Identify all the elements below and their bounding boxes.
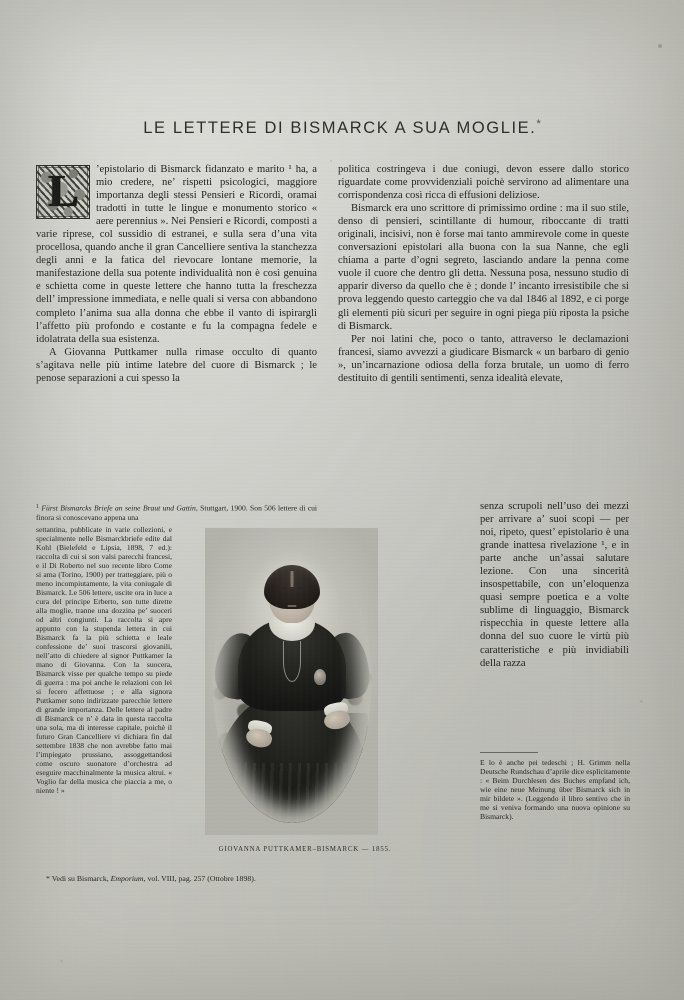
figure-caption: GIOVANNA PUTTKAMER–BISMARCK — 1855. bbox=[218, 846, 392, 853]
hair bbox=[264, 565, 320, 609]
journal-name-italic: Emporium bbox=[110, 874, 144, 883]
brooch bbox=[314, 669, 326, 685]
eye-right bbox=[297, 587, 303, 590]
mouth bbox=[287, 605, 296, 607]
paragraph: Per noi latini che, poco o tanto, attraverso le declamazioni francesi, siamo avvezzi a giudicare Bismarck « un barbaro di genio », un’incarnazione odiosa della forza brutale, un uomo di ferro destituito di gentili sentimenti, senza idealità elevate, bbox=[338, 333, 629, 384]
photo-oval-vignette bbox=[212, 541, 372, 823]
bottom-footnote-text: Vedi su Bismarck, Emporium, vol. VIII, pag. 257 (Ottobre 1898). bbox=[51, 874, 256, 883]
portrait-photograph bbox=[205, 528, 378, 835]
paragraph: Bismarck era uno scrittore di primissimo ordine : ma il suo stile, denso di pensieri, scintillante di humour, riboccante di tratti originali, incisivi, non è forse mai tanto ammirevole come in queste conversazioni epistolari alla buona con la sua Nanne, che egli chiama a parte d’ogni segreto, lasciando andare la penna come vuole il cuore che dentro gli detta. Nessuna posa, nessuno studio di apparir diverso da quello che è ; donde l’ incanto irresistibile che si prova leggendo questo carteggio che va dal 1846 al 1892, e ci porge gli elementi più sicuri per seguire in ogni piega più riposta la psiche di Bismarck. bbox=[338, 203, 629, 332]
footnote-text: settantina, pubblicate in varie collezioni, e specialmente nelle Bismarckbriefe edite dal Kohl (Bielefeld e Lipsia, 1898, 7 ed.): raccolta di cui si son valsi parecchi francesi, e il Di Roberto nel suo recente libro Come si ama (Torino, 1900) per tratteggiare, più o meno incompiutamente, la vita coniugale di Bismarck. Le 506 lettere, uscite ora in luce a cura del principe Erberto, son tutte dirette alla moglie, tranne una dozzina pe’ suoceri od altri congiunti. La raccolta si apre appunto con la stupenda lettera in cui Bismarck fa la più schietta e leale confessione de’ suoi trascorsi giovanili, nell’atto di chiedere al signor Puttkamer la mano di Giovanna. Con la suocera, Bismarck visse per qualche tempo su piede di guerra : ma poi anche le relazioni con lei si fecero affettuose ; e alla signora Puttkamer sono indirizzate parecchie lettere di grande importanza. Delle lettere al padre di Bismarck ce n’ è data in questa raccolta una sola, ma di interesse capitale, poichè il futuro Gran Cancelliere vi dichiara fin dal settembre 1838 che non avrebbe fatto mai l’impiegato prussiano, assoggettandosi come oscuro suonatore d’orchestra ad eseguire macchinalmente la musica altrui. « Voglio far della musica che piaccia a me, o niente ! » bbox=[36, 525, 172, 795]
drop-cap-ornament bbox=[36, 165, 90, 219]
left-footnote-narrow bbox=[36, 525, 172, 795]
left-column-first-paragraph-block bbox=[36, 163, 317, 346]
scan-speck bbox=[640, 700, 643, 703]
bottom-footnote bbox=[46, 874, 376, 884]
footnote-text: E lo è anche pei tedeschi ; H. Grimm nella Deutsche Rundschau d’aprile dice esplicitamente : « Beim Durchlesen des Buches empfand ich, wie eine neue Meinung über Bismarck sich in mir bildete ». (Leggendo il libro sentivo che in me si veniva formando una nuova opinione su Bismarck). bbox=[480, 758, 630, 821]
right-column bbox=[338, 163, 629, 385]
necklace-chain bbox=[283, 641, 301, 682]
right-column-narrow bbox=[480, 500, 629, 670]
page-title-text: LE LETTERE DI BISMARCK A SUA MOGLIE. bbox=[143, 119, 537, 137]
right-footnote bbox=[480, 758, 630, 821]
paragraph: senza scrupoli nell’uso dei mezzi per arrivare a’ suoi scopi — per noi, ripeto, quest’ epistolario è una grande inattesa rivelazione ¹, e in parte anche un’assai salutare lezione. Con una sincerità insospettabile, con un’eloquenza quasi sempre poetica e a volte sublime di linguaggio, Bismarck rispecchia in queste lettere alla donna del suo cuore le virtù più caratteristiche e più invidiabili della razza bbox=[480, 501, 629, 669]
drop-cap-letter: L bbox=[47, 165, 79, 216]
footnote-text bbox=[36, 503, 317, 522]
bottom-footnote-marker: * bbox=[46, 874, 50, 883]
scan-speck bbox=[60, 960, 63, 962]
scan-speck bbox=[658, 44, 662, 48]
footnote-marker: 1 bbox=[36, 504, 39, 510]
footnote-rest: , Stuttgart, 1900. Son 506 lettere di cui finora si conoscevano appena una bbox=[36, 503, 317, 522]
footnote-title-italic: Fürst Bismarcks Briefe an seine Braut und Gattin bbox=[41, 503, 196, 513]
scan-speck bbox=[330, 160, 332, 162]
paragraph: ’epistolario di Bismarck fidanzato e marito ¹ ha, a mio credere, ne’ rispetti psicologici, maggiore importanza degli stessi Pensieri e Ricordi, oramai tradotti in tutte le lingue e monumento storico « aere perennius ». Nei Pensieri e Ricordi, composti a varie riprese, col sussidio di estranei, e sulla sera d’una vita procellosa, quando anche il gran Cancelliere sentiva la stanchezza degli anni e la fatica del rievocare lontane memorie, la manifestazione della sua potente individualità non è così genuina e schietta come in queste lettere che hanno tutta la freschezza dell’ impressione immediata, e nelle quali si versa con abbandono completo l’anima sua alla donna che ebbe il vanto di ispirargli l’affetto più profondo e costante e fu la compagna fedele e idolatrata della sua esistenza. bbox=[36, 164, 317, 345]
left-footnote-wide bbox=[36, 503, 317, 522]
right-footnote-rule bbox=[480, 752, 538, 753]
paragraph: politica costringeva i due coniugi, devon essere dallo storico riguardate come provvidenziali poichè servirono ad alimentare una corrispondenza così ricca di effusioni deliziose. bbox=[338, 164, 629, 202]
paragraph: A Giovanna Puttkamer nulla rimase occulto di quanto s’agitava nelle più intime latebre del cuore di Bismarck ; le penose separazioni a cui spesso la bbox=[36, 346, 317, 384]
eye-left bbox=[281, 587, 287, 590]
page-title bbox=[0, 118, 684, 138]
title-footnote-marker: * bbox=[536, 118, 541, 130]
left-column bbox=[36, 163, 317, 385]
